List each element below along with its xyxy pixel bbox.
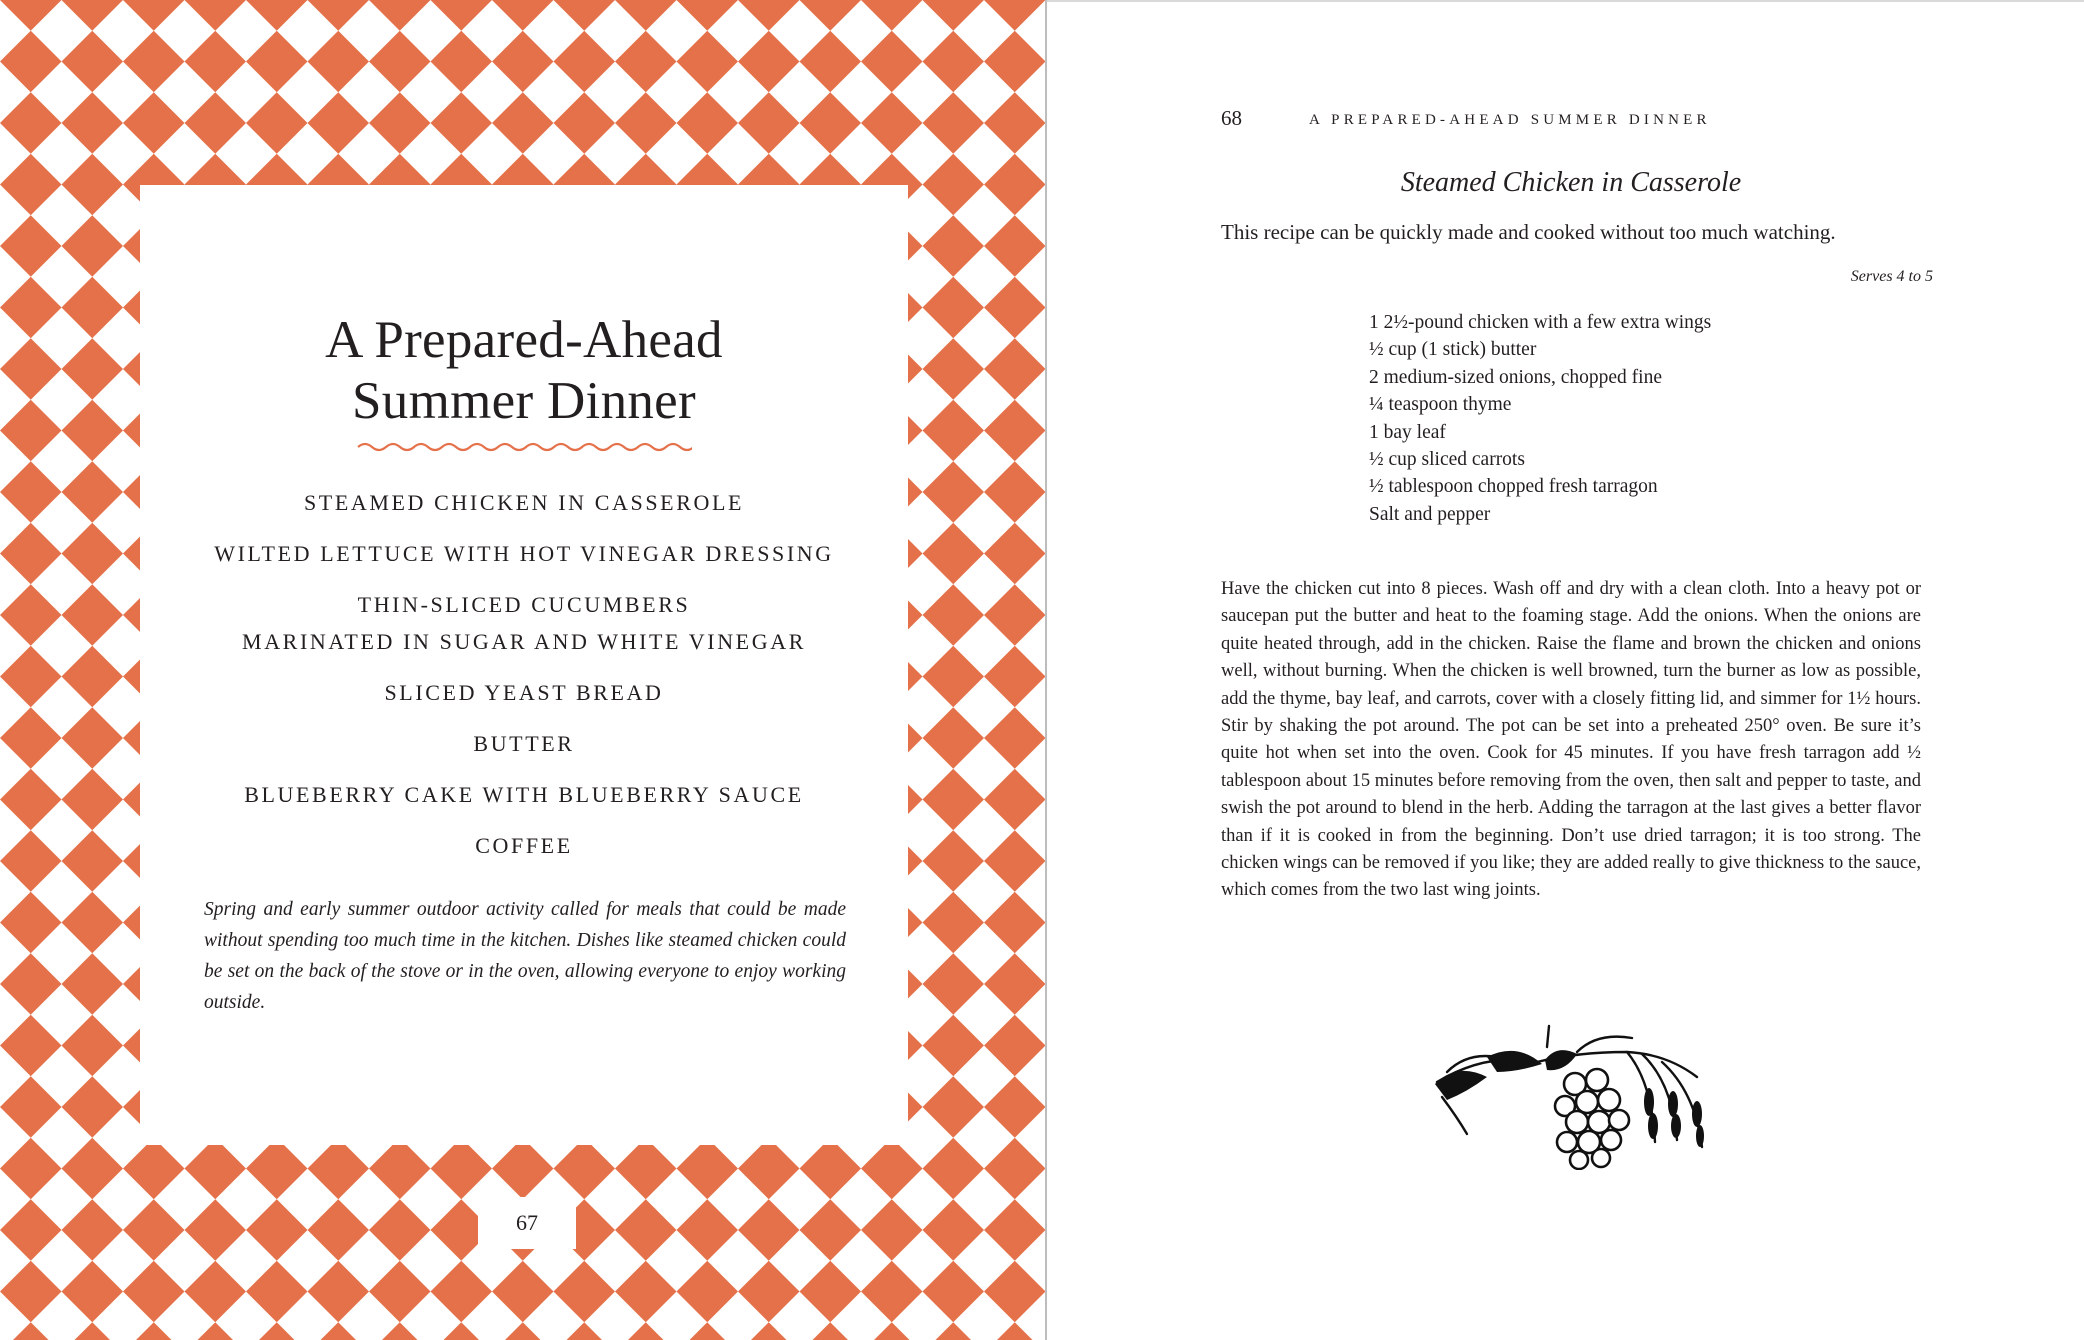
page-number-left: 67 xyxy=(478,1197,576,1249)
ingredient-item: 2 medium-sized onions, chopped fine xyxy=(1369,366,1662,388)
menu-item xyxy=(140,725,908,762)
chapter-title xyxy=(140,310,908,432)
ingredient-item: 1 2½-pound chicken with a few extra wings xyxy=(1369,312,1712,333)
menu-intro-note: Spring and early summer outdoor activity called for meals that could be made without spending too much time in the kitchen. Dishes like steamed chicken could be set on the back of the stove or in the oven, allowing everyone to enjoy working outside. xyxy=(204,898,846,1013)
menu-panel xyxy=(140,185,908,1145)
ingredient-item: ¼ teaspoon thyme xyxy=(1369,394,1512,416)
menu-item xyxy=(140,827,908,864)
menu-item xyxy=(140,674,908,711)
ingredients-list xyxy=(1369,309,1711,528)
menu-item xyxy=(140,586,908,660)
menu-item xyxy=(140,484,908,521)
recipe-title: Steamed Chicken in Casserole xyxy=(1400,167,1742,198)
fruit-and-wheat-engraving-icon xyxy=(1427,1022,1727,1170)
menu-item xyxy=(140,535,908,572)
running-title: A PREPARED-AHEAD SUMMER DINNER xyxy=(1309,112,1711,128)
menu-item-text: BUTTER xyxy=(473,731,575,756)
chapter-title-line-1: A Prepared-Ahead xyxy=(325,311,723,369)
serves-note: Serves 4 to 5 xyxy=(1850,268,1933,285)
recipe-method: Have the chicken cut into 8 pieces. Wash off and dry with a clean cloth. Into a heavy pot or saucepan put the butter and heat to the foaming stage. Add the onions. When the onions are quite heated through, add in the chicken. Raise the flame and brown the chicken and onions well, without burning. When the chicken is well browned, turn the burner as low as possible, add the thyme, bay leaf, and carrots, cover with a closely fitting lid, and simmer for 1½ hours. Stir by shaking the pot around. The pot can be set into a preheated 250° oven. Be sure it’s quite hot when set into the oven. Cook for 45 minutes. If you have fresh tarragon add ½ tablespoon about 15 minutes before removing from the oven, then salt and pepper to taste, and swish the pot around to blend in the herb. Adding the tarragon at the last gives a better flavor than if it is cooked in from the beginning. Don’t use dried tarragon; it is too strong. The chicken wings can be removed if you like; they are added really to give thickness to the sauce, which comes from the two last wing joints. xyxy=(1221,579,1921,901)
wavy-underline-ornament xyxy=(356,440,692,454)
ingredient-item: ½ tablespoon chopped fresh tarragon xyxy=(1369,476,1658,498)
chapter-title-line-2: Summer Dinner xyxy=(352,372,696,430)
ingredient-item: ½ cup (1 stick) butter xyxy=(1369,339,1537,361)
menu-item-text: SLICED YEAST BREAD xyxy=(384,680,664,705)
menu-list xyxy=(140,484,908,864)
running-head xyxy=(1221,106,1921,136)
menu-item-text: COFFEE xyxy=(475,833,573,858)
ingredient-item: ½ cup sliced carrots xyxy=(1369,449,1525,471)
menu-item-text: STEAMED CHICKEN IN CASSEROLE xyxy=(303,490,745,515)
menu-item-text: THIN-SLICED CUCUMBERS xyxy=(357,592,691,617)
menu-item-text: WILTED LETTUCE WITH HOT VINEGAR DRESSING xyxy=(214,541,834,566)
menu-item-text: MARINATED IN SUGAR AND WHITE VINEGAR xyxy=(242,629,806,654)
menu-item-text: BLUEBERRY CAKE WITH BLUEBERRY SAUCE xyxy=(244,782,804,807)
recipe-intro: This recipe can be quickly made and cooked without too much watching. xyxy=(1221,220,1836,244)
page-number-right: 68 xyxy=(1221,106,1242,130)
menu-item xyxy=(140,776,908,813)
right-page xyxy=(1047,0,2084,1340)
ingredient-item: Salt and pepper xyxy=(1369,503,1491,525)
ingredient-item: 1 bay leaf xyxy=(1369,421,1446,443)
